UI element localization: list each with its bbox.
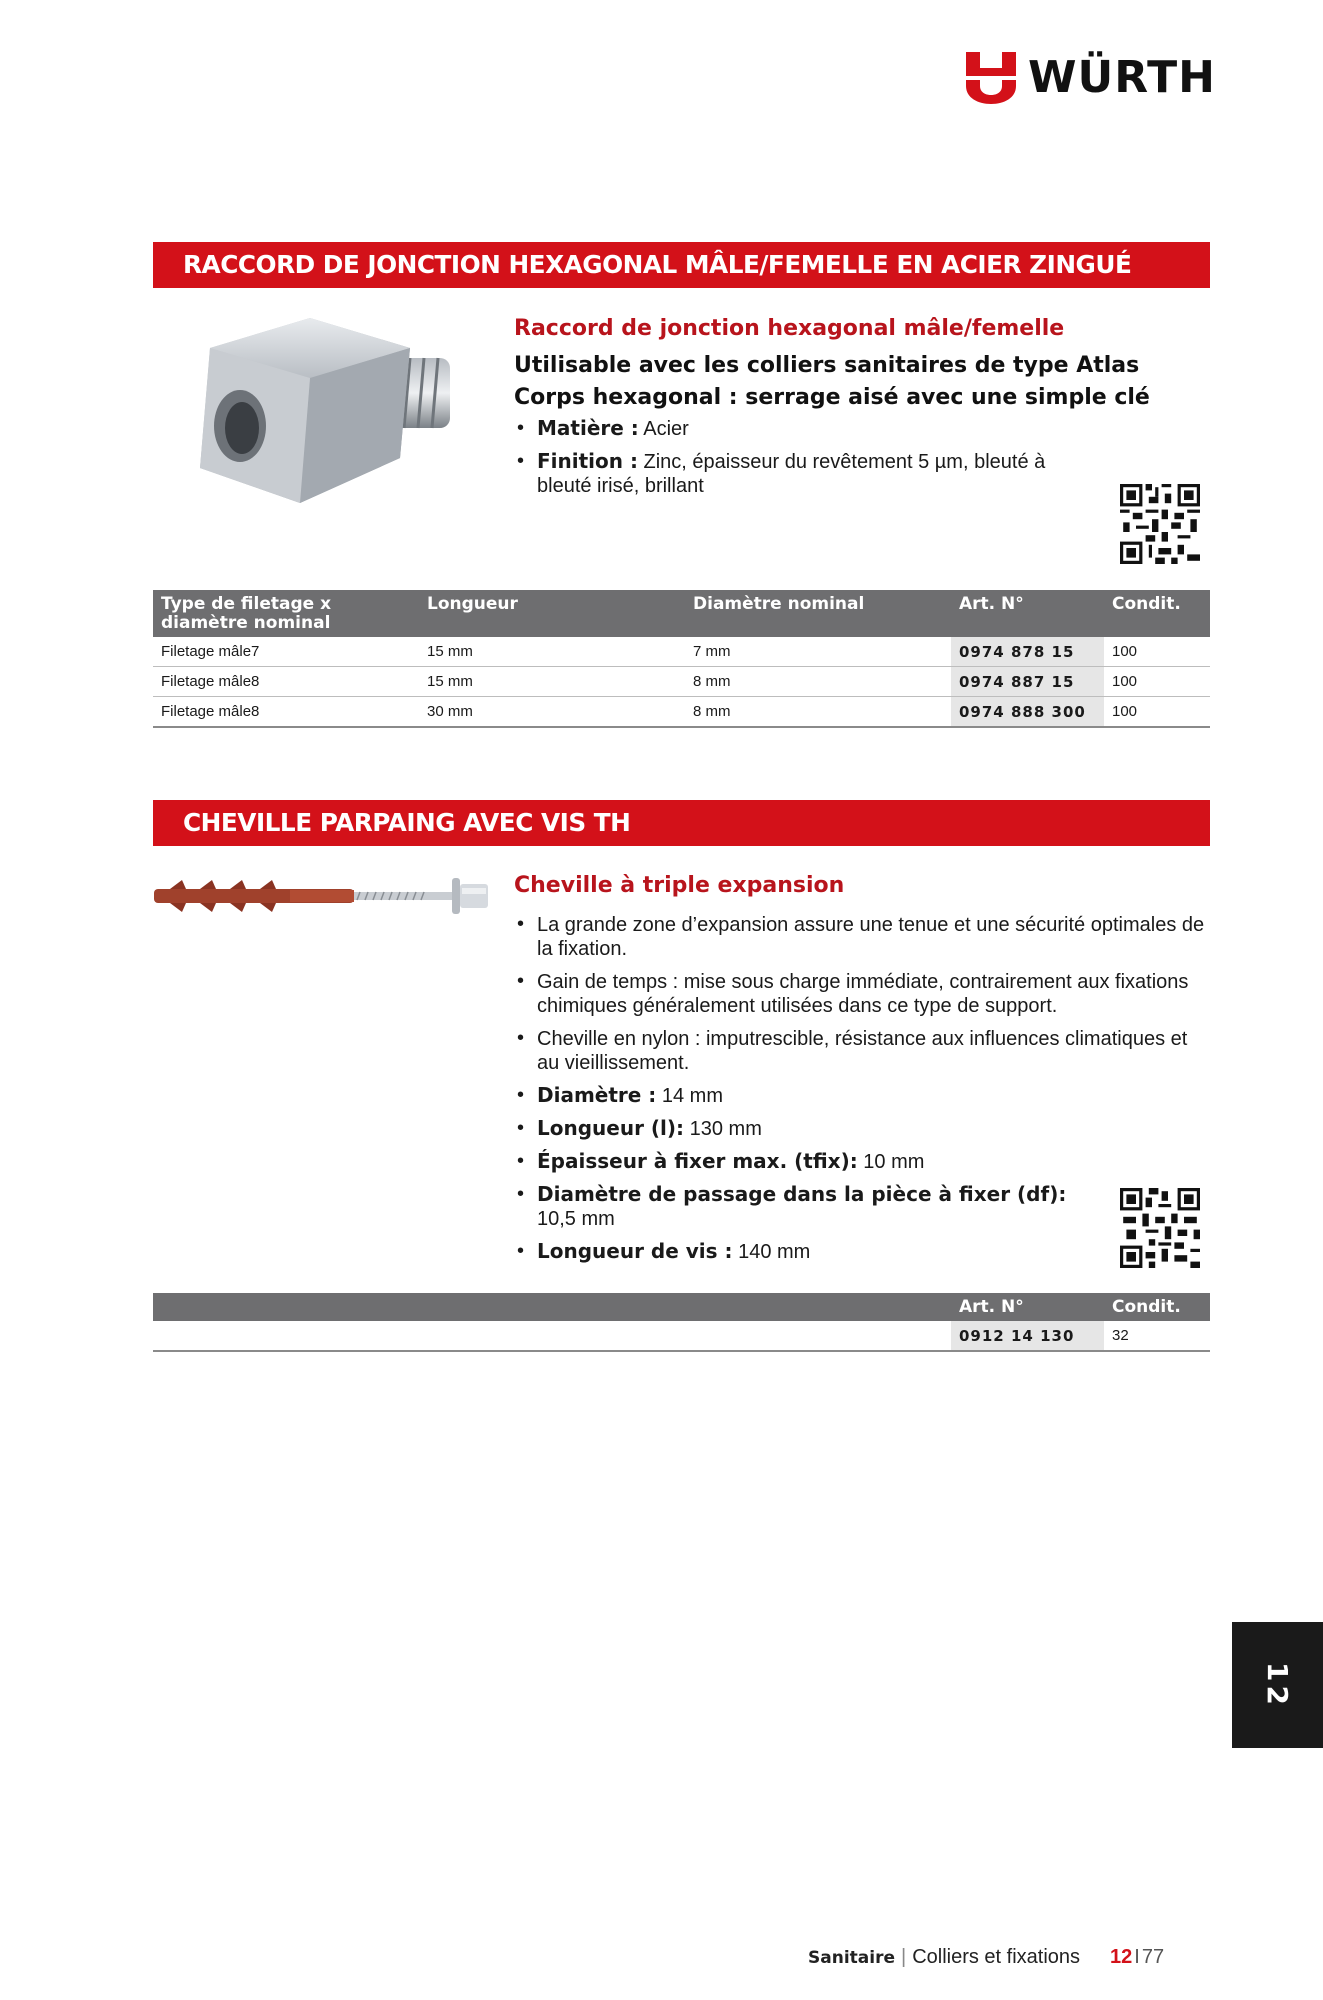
cell-diametre: 7 mm (685, 637, 951, 667)
bullet-epaisseur: • Épaisseur à fixer max. (tfix): 10 mm (514, 1149, 1214, 1174)
col-header-type: Type de filetage x diamètre nominal (153, 590, 419, 637)
col-header-art: Art. N° (951, 1293, 1104, 1321)
section1-spec-table (153, 590, 1210, 728)
footer-subcategory: Colliers et fixations (912, 1946, 1081, 1968)
cell-empty (153, 1321, 951, 1351)
wurth-logo (966, 52, 1216, 104)
col-header-art: Art. N° (951, 590, 1104, 637)
section2-spec-table (153, 1293, 1210, 1352)
cell-type: Filetage mâle8 (153, 697, 419, 728)
cell-condit: 100 (1104, 637, 1210, 667)
section2-subtitle: Cheville à triple expansion (514, 873, 845, 898)
cell-diametre: 8 mm (685, 667, 951, 697)
bullet-longueur: • Longueur (l): 130 mm (514, 1116, 1214, 1141)
bullet-diametre: • Diamètre : 14 mm (514, 1083, 1214, 1108)
bullet-gain-temps: • Gain de temps : mise sous charge immédiate, contrairement aux fixations chimiques généralement utilisées dans ce type de support. (514, 969, 1214, 1018)
col-header-condit: Condit. (1104, 590, 1210, 637)
footer-category: Sanitaire (808, 1948, 895, 1968)
cell-condit: 32 (1104, 1321, 1210, 1351)
chapter-tab-number: 12 (1261, 1661, 1294, 1709)
footer-chapter: 12 (1110, 1946, 1133, 1968)
section1-subtitle: Raccord de jonction hexagonal mâle/femelle (514, 316, 1065, 341)
bullet-finition: • Finition : Zinc, épaisseur du revêtement 5 µm, bleuté à bleuté irisé, brillant (514, 449, 1074, 498)
page-footer (808, 1946, 1164, 1969)
table-row (153, 667, 1210, 697)
cell-longueur: 15 mm (419, 637, 685, 667)
qr-code-icon[interactable] (1120, 484, 1200, 564)
col-header-diametre: Diamètre nominal (685, 590, 951, 637)
qr-code-icon[interactable] (1120, 1188, 1200, 1268)
table-row (153, 637, 1210, 667)
section-title-cheville: CHEVILLE PARPAING AVEC VIS TH (153, 800, 1210, 846)
cell-type: Filetage mâle8 (153, 667, 419, 697)
table-row (153, 1321, 1210, 1351)
cell-art-number[interactable]: 0974 878 15 (951, 637, 1104, 667)
bullet-expansion: • La grande zone d’expansion assure une tenue et une sécurité optimales de la fixation. (514, 912, 1214, 961)
cell-longueur: 30 mm (419, 697, 685, 728)
bullet-matiere: • Matière : Acier (514, 416, 1074, 441)
col-header-empty (153, 1293, 951, 1321)
cell-condit: 100 (1104, 667, 1210, 697)
cell-art-number[interactable]: 0912 14 130 (951, 1321, 1104, 1351)
bullet-diametre-passage: • Diamètre de passage dans la pièce à fixer (df): 10,5 mm (514, 1182, 1077, 1231)
footer-separator: | (900, 1946, 907, 1968)
section2-bullets (514, 912, 1214, 1272)
hex-coupling-image (170, 308, 500, 548)
wurth-logo-icon (966, 52, 1016, 104)
col-header-longueur: Longueur (419, 590, 685, 637)
cell-longueur: 15 mm (419, 667, 685, 697)
footer-page-number: 77 (1141, 1946, 1165, 1968)
brand-name: WÜRTH (1028, 52, 1217, 103)
cell-type: Filetage mâle7 (153, 637, 419, 667)
cell-art-number[interactable]: 0974 888 300 (951, 697, 1104, 728)
cell-art-number[interactable]: 0974 887 15 (951, 667, 1104, 697)
bullet-longueur-vis: • Longueur de vis : 140 mm (514, 1239, 1214, 1264)
table-row (153, 697, 1210, 728)
footer-page-separator: I (1134, 1946, 1140, 1968)
table-header-row (153, 590, 1210, 637)
table-header-row (153, 1293, 1210, 1321)
section-title-raccord: RACCORD DE JONCTION HEXAGONAL MÂLE/FEMELLE EN ACIER ZINGUÉ (153, 242, 1210, 288)
cell-condit: 100 (1104, 697, 1210, 728)
bullet-nylon: • Cheville en nylon : imputrescible, résistance aux influences climatiques et au vieillissement. (514, 1026, 1214, 1075)
section1-bullets (514, 416, 1074, 506)
anchor-screw-image (150, 876, 495, 916)
chapter-tab[interactable] (1232, 1622, 1323, 1748)
cell-diametre: 8 mm (685, 697, 951, 728)
col-header-condit: Condit. (1104, 1293, 1210, 1321)
section1-feature-1: Utilisable avec les colliers sanitaires de type Atlas (514, 353, 1140, 378)
section1-feature-2: Corps hexagonal : serrage aisé avec une simple clé (514, 385, 1150, 410)
